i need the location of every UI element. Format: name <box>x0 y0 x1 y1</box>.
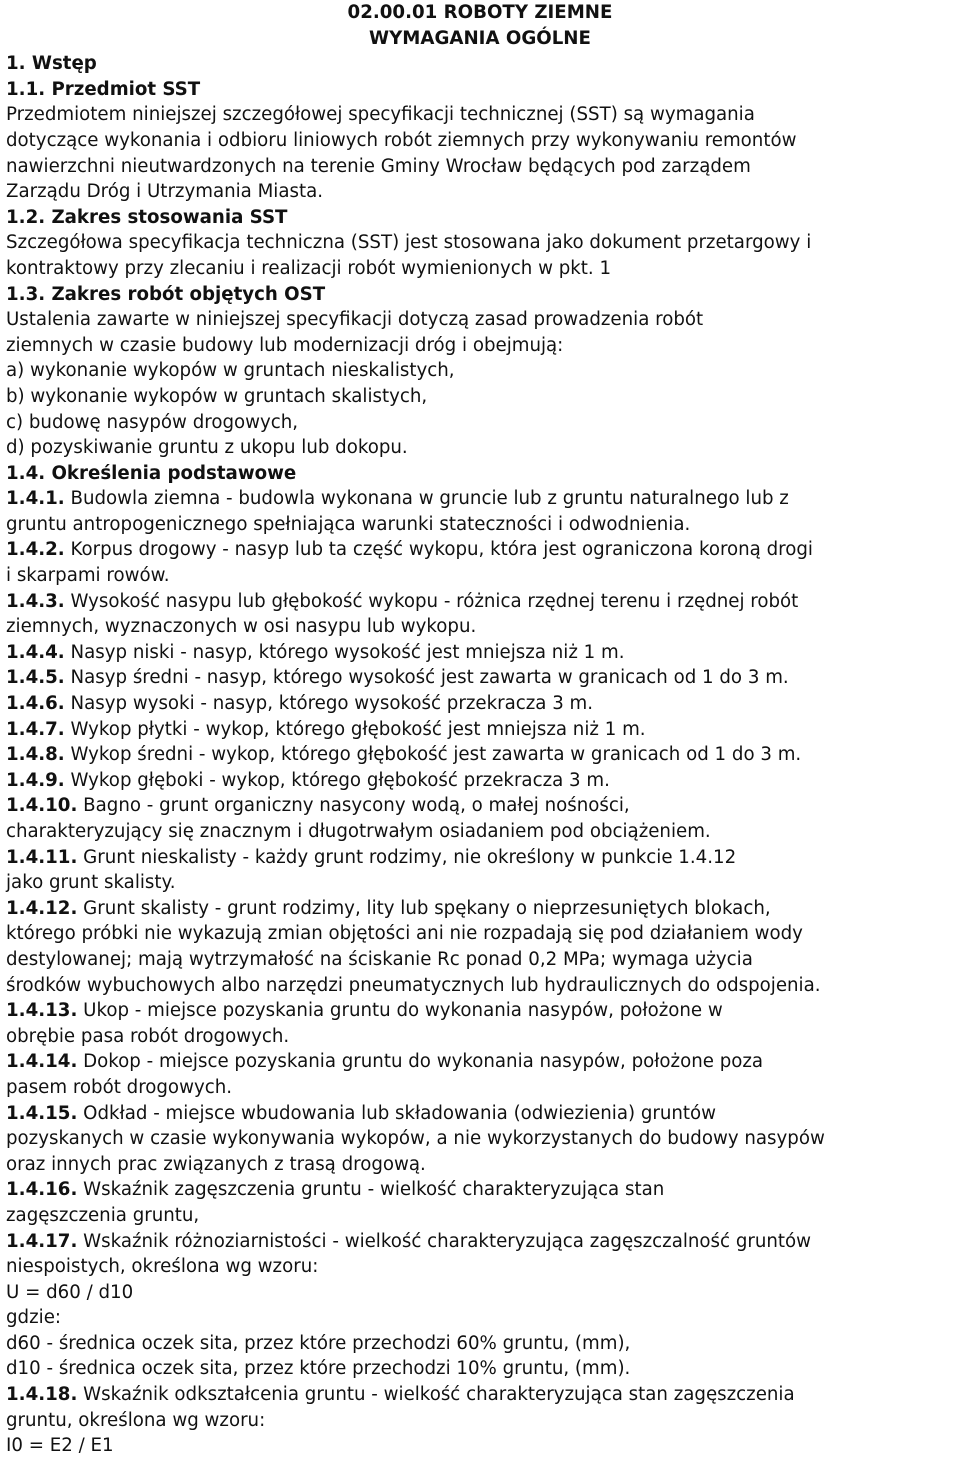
definition-text: oraz innych prac związanych z trasą drogową. <box>6 1153 426 1175</box>
definition-number: 1.4.6. <box>6 693 65 715</box>
definition-text: Wykop płytki - wykop, którego głębokość jest mniejsza niż 1 m. <box>70 718 646 740</box>
definition-text: Grunt nieskalisty - każdy grunt rodzimy, nie określony w punkcie 1.4.12 <box>83 846 737 868</box>
definition-number: 1.4.11. <box>6 846 78 868</box>
definition-text: Wykop głęboki - wykop, którego głębokość przekracza 3 m. <box>70 769 610 791</box>
document-subtitle: WYMAGANIA OGÓLNE <box>369 27 591 49</box>
paragraph-line: Ustalenia zawarte w niniejszej specyfikacji dotyczą zasad prowadzenia robót <box>6 309 704 331</box>
definition-text: Korpus drogowy - nasyp lub ta część wykopu, która jest ograniczona koroną drogi <box>70 539 813 561</box>
definition-text: i skarpami rowów. <box>6 565 170 587</box>
definition-line <box>6 614 954 640</box>
definition-text: Bagno - grunt organiczny nasycony wodą, o małej nośności, <box>83 795 630 817</box>
definition-text: Budowla ziemna - budowla wykonana w gruncie lub z gruntu naturalnego lub z <box>70 488 789 510</box>
definition-text: Wskaźnik różnoziarnistości - wielkość charakteryzująca zagęszczalność gruntów <box>83 1230 812 1252</box>
definition-line <box>6 486 954 512</box>
list-item: d) pozyskiwanie gruntu z ukopu lub dokopu. <box>6 437 408 459</box>
definition-text: Wykop średni - wykop, którego głębokość jest zawarta w granicach od 1 do 3 m. <box>70 744 802 766</box>
definition-line <box>6 1382 954 1408</box>
definition-item <box>6 1382 954 1459</box>
definition-line <box>6 1203 954 1229</box>
definition-line <box>6 691 954 717</box>
definition-text: Nasyp wysoki - nasyp, którego wysokość przekracza 3 m. <box>70 693 594 715</box>
definition-item <box>6 845 954 896</box>
definition-item <box>6 742 954 768</box>
definition-number: 1.4.5. <box>6 667 65 689</box>
definition-line <box>6 1229 954 1255</box>
definition-text: Nasyp niski - nasyp, którego wysokość jest mniejsza niż 1 m. <box>70 641 625 663</box>
definition-line <box>6 973 954 999</box>
definition-line <box>6 1433 954 1459</box>
definition-text: I0 = E2 / E1 <box>6 1435 114 1457</box>
definition-line <box>6 512 954 538</box>
definition-text: którego próbki nie wykazują zmian objętości ani nie rozpadają się pod działaniem wody <box>6 923 803 945</box>
definition-line <box>6 717 954 743</box>
definition-number: 1.4.9. <box>6 769 65 791</box>
definition-number: 1.4.16. <box>6 1179 78 1201</box>
paragraph-line: Szczegółowa specyfikacja techniczna (SST) jest stosowana jako dokument przetargowy i <box>6 232 812 254</box>
definition-line <box>6 1280 954 1306</box>
definition-line <box>6 1049 954 1075</box>
definition-item <box>6 1177 954 1228</box>
definition-text: Nasyp średni - nasyp, którego wysokość jest zawarta w granicach od 1 do 3 m. <box>70 667 789 689</box>
section-1-3-heading: 1.3. Zakres robót objętych OST <box>6 283 326 305</box>
definition-number: 1.4.1. <box>6 488 65 510</box>
definition-item <box>6 665 954 691</box>
definition-text: d10 - średnica oczek sita, przez które przechodzi 10% gruntu, (mm). <box>6 1358 631 1380</box>
definition-line <box>6 742 954 768</box>
definition-item <box>6 640 954 666</box>
definition-number: 1.4.10. <box>6 795 78 817</box>
section-1-heading: 1. Wstęp <box>6 53 97 75</box>
paragraph-line: ziemnych w czasie budowy lub modernizacji dróg i obejmują: <box>6 334 564 356</box>
paragraph-line: nawierzchni nieutwardzonych na terenie Gminy Wrocław będących pod zarządem <box>6 155 751 177</box>
definition-item <box>6 998 954 1049</box>
definition-number: 1.4.8. <box>6 744 65 766</box>
definition-text: gdzie: <box>6 1307 62 1329</box>
section-1-1-body <box>6 102 954 204</box>
definition-line <box>6 589 954 615</box>
definition-text: środków wybuchowych albo narzędzi pneumatycznych lub hydraulicznych do odspojenia. <box>6 974 821 996</box>
definitions-list <box>6 486 954 1459</box>
definition-item <box>6 691 954 717</box>
definition-text: U = d60 / d10 <box>6 1281 134 1303</box>
definition-text: Grunt skalisty - grunt rodzimy, lity lub spękany o nieprzesuniętych blokach, <box>83 897 771 919</box>
definition-item <box>6 1049 954 1100</box>
definition-text: d60 - średnica oczek sita, przez które przechodzi 60% gruntu, (mm), <box>6 1332 631 1354</box>
definition-line <box>6 1101 954 1127</box>
section-1-2-heading: 1.2. Zakres stosowania SST <box>6 206 288 228</box>
definition-line <box>6 896 954 922</box>
definition-item <box>6 1101 954 1178</box>
definition-text: destylowanej; mają wytrzymałość na ściskanie Rc ponad 0,2 MPa; wymaga użycia <box>6 948 753 970</box>
definition-text: Wskaźnik zagęszczenia gruntu - wielkość charakteryzująca stan <box>83 1179 665 1201</box>
definition-text: niespoistych, określona wg wzoru: <box>6 1256 319 1278</box>
definition-line <box>6 870 954 896</box>
list-item: a) wykonanie wykopów w gruntach nieskalistych, <box>6 360 455 382</box>
definition-number: 1.4.7. <box>6 718 65 740</box>
definition-line <box>6 1408 954 1434</box>
definition-item <box>6 793 954 844</box>
definition-line <box>6 640 954 666</box>
definition-line <box>6 921 954 947</box>
paragraph-line: Przedmiotem niniejszej szczegółowej specyfikacji technicznej (SST) są wymagania <box>6 104 755 126</box>
definition-text: charakteryzujący się znacznym i długotrwałym osiadaniem pod obciążeniem. <box>6 821 711 842</box>
definition-number: 1.4.2. <box>6 539 65 561</box>
definition-text: Dokop - miejsce pozyskania gruntu do wykonania nasypów, położone poza <box>83 1051 764 1073</box>
definition-line <box>6 819 954 845</box>
definition-text: zagęszczenia gruntu, <box>6 1204 200 1226</box>
list-item: b) wykonanie wykopów w gruntach skalistych, <box>6 385 428 407</box>
section-1-2-body <box>6 230 954 281</box>
definition-number: 1.4.12. <box>6 897 78 919</box>
definition-item <box>6 589 954 640</box>
definition-line <box>6 768 954 794</box>
definition-text: pozyskanych w czasie wykonywania wykopów, a nie wykorzystanych do budowy nasypów <box>6 1128 825 1150</box>
definition-number: 1.4.17. <box>6 1230 78 1252</box>
definition-line <box>6 1126 954 1152</box>
section-1-1-heading: 1.1. Przedmiot SST <box>6 78 201 100</box>
definition-item <box>6 537 954 588</box>
definition-number: 1.4.15. <box>6 1102 78 1124</box>
definition-line <box>6 1305 954 1331</box>
definition-text: gruntu antropogenicznego spełniająca warunki stateczności i odwodnienia. <box>6 513 691 535</box>
definition-line <box>6 563 954 589</box>
definition-line <box>6 1075 954 1101</box>
definition-text: gruntu, określona wg wzoru: <box>6 1409 266 1431</box>
definition-line <box>6 998 954 1024</box>
paragraph-line: Zarządu Dróg i Utrzymania Miasta. <box>6 181 324 203</box>
definition-text: Ukop - miejsce pozyskania gruntu do wykonania nasypów, położone w <box>83 1000 723 1022</box>
definition-item <box>6 486 954 537</box>
definition-line <box>6 1152 954 1178</box>
definition-text: Odkład - miejsce wbudowania lub składowania (odwiezienia) gruntów <box>83 1102 717 1124</box>
definition-line <box>6 1331 954 1357</box>
definition-item <box>6 1229 954 1383</box>
definition-number: 1.4.14. <box>6 1051 78 1073</box>
definition-line <box>6 665 954 691</box>
definition-line <box>6 947 954 973</box>
definition-number: 1.4.4. <box>6 641 65 663</box>
definition-text: pasem robót drogowych. <box>6 1076 233 1098</box>
definition-text: ziemnych, wyznaczonych w osi nasypu lub wykopu. <box>6 616 477 638</box>
definition-text: jako grunt skalisty. <box>6 872 176 894</box>
definition-item <box>6 896 954 998</box>
document-code-title: 02.00.01 ROBOTY ZIEMNE <box>347 2 613 23</box>
definition-item <box>6 768 954 794</box>
definition-text: Wskaźnik odkształcenia gruntu - wielkość charakteryzująca stan zagęszczenia <box>83 1384 795 1406</box>
definition-text: obrębie pasa robót drogowych. <box>6 1025 290 1047</box>
definition-line <box>6 793 954 819</box>
list-item: c) budowę nasypów drogowych, <box>6 411 299 433</box>
section-1-3-body <box>6 307 954 461</box>
definition-line <box>6 1024 954 1050</box>
definition-line <box>6 537 954 563</box>
definition-line <box>6 845 954 871</box>
definition-item <box>6 717 954 743</box>
definition-text: Wysokość nasypu lub głębokość wykopu - różnica rzędnej terenu i rzędnej robót <box>70 590 799 612</box>
paragraph-line: kontraktowy przy zlecaniu i realizacji robót wymienionych w pkt. 1 <box>6 257 612 279</box>
definition-line <box>6 1356 954 1382</box>
section-1-4-heading: 1.4. Określenia podstawowe <box>6 462 297 484</box>
definition-line <box>6 1254 954 1280</box>
definition-number: 1.4.3. <box>6 590 65 612</box>
definition-number: 1.4.13. <box>6 1000 78 1022</box>
definition-line <box>6 1177 954 1203</box>
paragraph-line: dotyczące wykonania i odbioru liniowych robót ziemnych przy wykonywaniu remontów <box>6 129 797 151</box>
definition-number: 1.4.18. <box>6 1384 78 1406</box>
